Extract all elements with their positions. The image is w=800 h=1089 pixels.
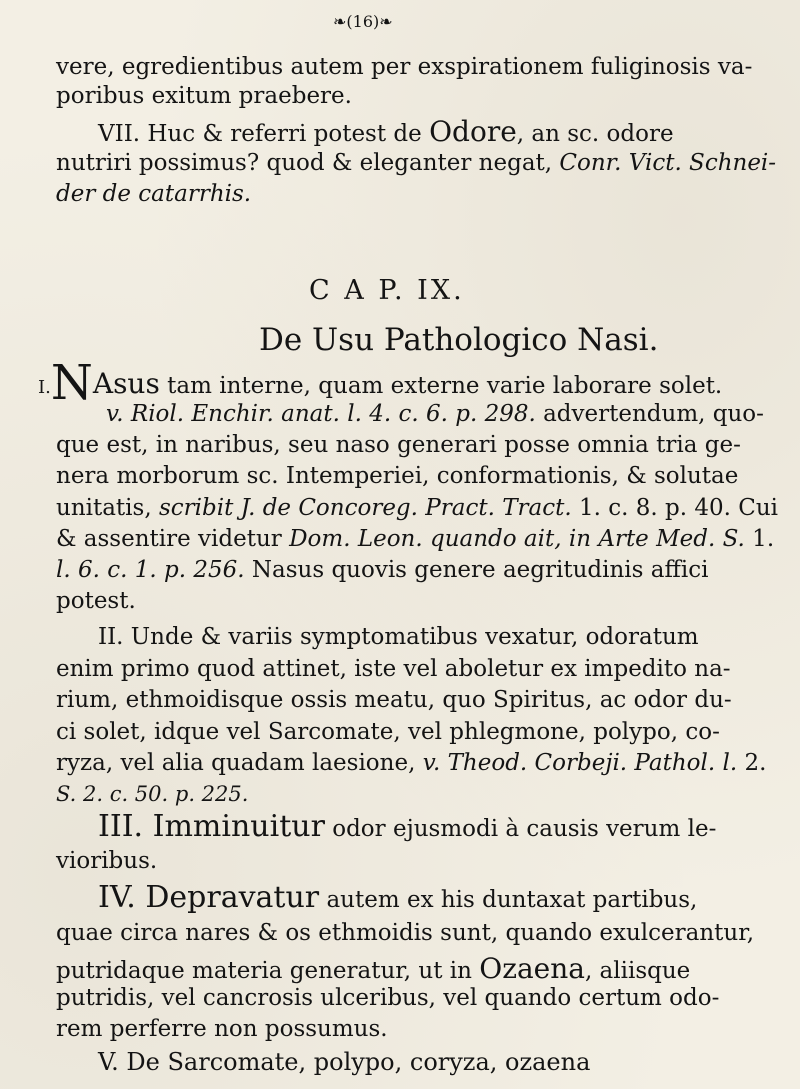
text-span: , aliisque <box>584 958 691 984</box>
text-span: Nasus quovis genere aegritudinis affici <box>244 557 709 583</box>
text-span: putridaque materia generatur, ut in <box>56 958 480 984</box>
chapter-heading: C A P. IX. <box>309 275 465 306</box>
text-span: 1. <box>744 526 775 552</box>
citation: Conr. Vict. Schnei- <box>559 150 777 176</box>
citation: l. 6. c. 1. p. 256. <box>56 557 245 583</box>
citation: S. 2. c. 50. p. 225. <box>56 782 249 806</box>
emphasized-word: V. De Sarcomate, polypo, coryza, ozaena <box>98 1048 591 1076</box>
citation: der de catarrhis. <box>56 181 252 207</box>
citation: v. Theod. Corbeji. Pathol. l. <box>422 750 738 776</box>
text-line <box>56 559 708 582</box>
text-line <box>56 152 776 175</box>
text-line: que est, in naribus, seu naso generari posse omnia tria ge- <box>56 432 741 458</box>
text-span: 1. c. 8. p. 40. Cui <box>571 495 779 521</box>
citation: v. Riol. Enchir. anat. l. 4. c. 6. p. 298. <box>106 401 536 427</box>
text-line: II. Unde & variis symptomatibus vexatur, odoratum <box>98 624 699 650</box>
text-span: tam interne, quam externe varie laborare solet. <box>159 373 723 399</box>
text-line <box>98 809 717 844</box>
text-span: 2. <box>737 750 767 776</box>
text-line: rem perferre non possumus. <box>56 1016 388 1042</box>
chapter-title: De Usu Pathologico Nasi. <box>259 322 659 358</box>
text-span: unitatis, <box>56 495 159 521</box>
text-line <box>106 403 764 426</box>
emphasized-word: IV. Depravatur <box>98 880 320 915</box>
text-line: nera morborum sc. Intemperiei, conformationis, & solutae <box>56 463 739 489</box>
section-number: I. <box>38 377 51 398</box>
text-span: ryza, vel alia quadam laesione, <box>56 750 423 776</box>
text-line <box>38 355 723 411</box>
text-line <box>98 1050 590 1074</box>
text-line <box>98 880 698 915</box>
text-span: VII. Huc & referri potest de <box>98 121 430 147</box>
text-line: ci solet, idque vel Sarcomate, vel phlegmone, polypo, co- <box>56 719 720 745</box>
text-line: vere, egredientibus autem per exspirationem fuliginosis va- <box>56 54 753 80</box>
page-number: ❧(16)❧ <box>333 12 393 31</box>
text-span: & assentire videtur <box>56 526 290 552</box>
text-span: nutriri possimus? quod & eleganter negat, <box>56 150 560 176</box>
emphasized-word: Asus <box>92 367 160 400</box>
text-line: potest. <box>56 588 136 614</box>
text-line <box>56 752 766 775</box>
text-line <box>56 528 774 551</box>
citation: scribit J. de Concoreg. Pract. Tract. <box>158 495 572 521</box>
text-line <box>56 497 778 520</box>
text-line: rium, ethmoidisque ossis meatu, quo Spiritus, ac odor du- <box>56 687 732 713</box>
text-span: autem ex his duntaxat partibus, <box>319 887 698 913</box>
text-line <box>56 952 691 985</box>
text-line: vioribus. <box>56 848 158 874</box>
text-line: putridis, vel cancrosis ulceribus, vel quando certum odo- <box>56 985 720 1011</box>
text-line: quae circa nares & os ethmoidis sunt, quando exulcerantur, <box>56 920 755 946</box>
text-line <box>98 115 674 148</box>
emphasized-word: Odore <box>429 115 517 148</box>
text-span: , an sc. odore <box>516 121 674 147</box>
text-span: odor ejusmodi à causis verum le- <box>324 816 717 842</box>
emphasized-word: Ozaena <box>479 952 585 985</box>
emphasized-word: III. Imminuitur <box>98 809 325 844</box>
text-span: advertendum, quo- <box>535 401 764 427</box>
text-line: poribus exitum praebere. <box>56 83 352 109</box>
drop-capital: N <box>50 355 93 411</box>
citation: Dom. Leon. quando ait, in Arte Med. S. <box>289 526 745 552</box>
text-line: enim primo quod attinet, iste vel aboletur ex impedito na- <box>56 656 731 682</box>
